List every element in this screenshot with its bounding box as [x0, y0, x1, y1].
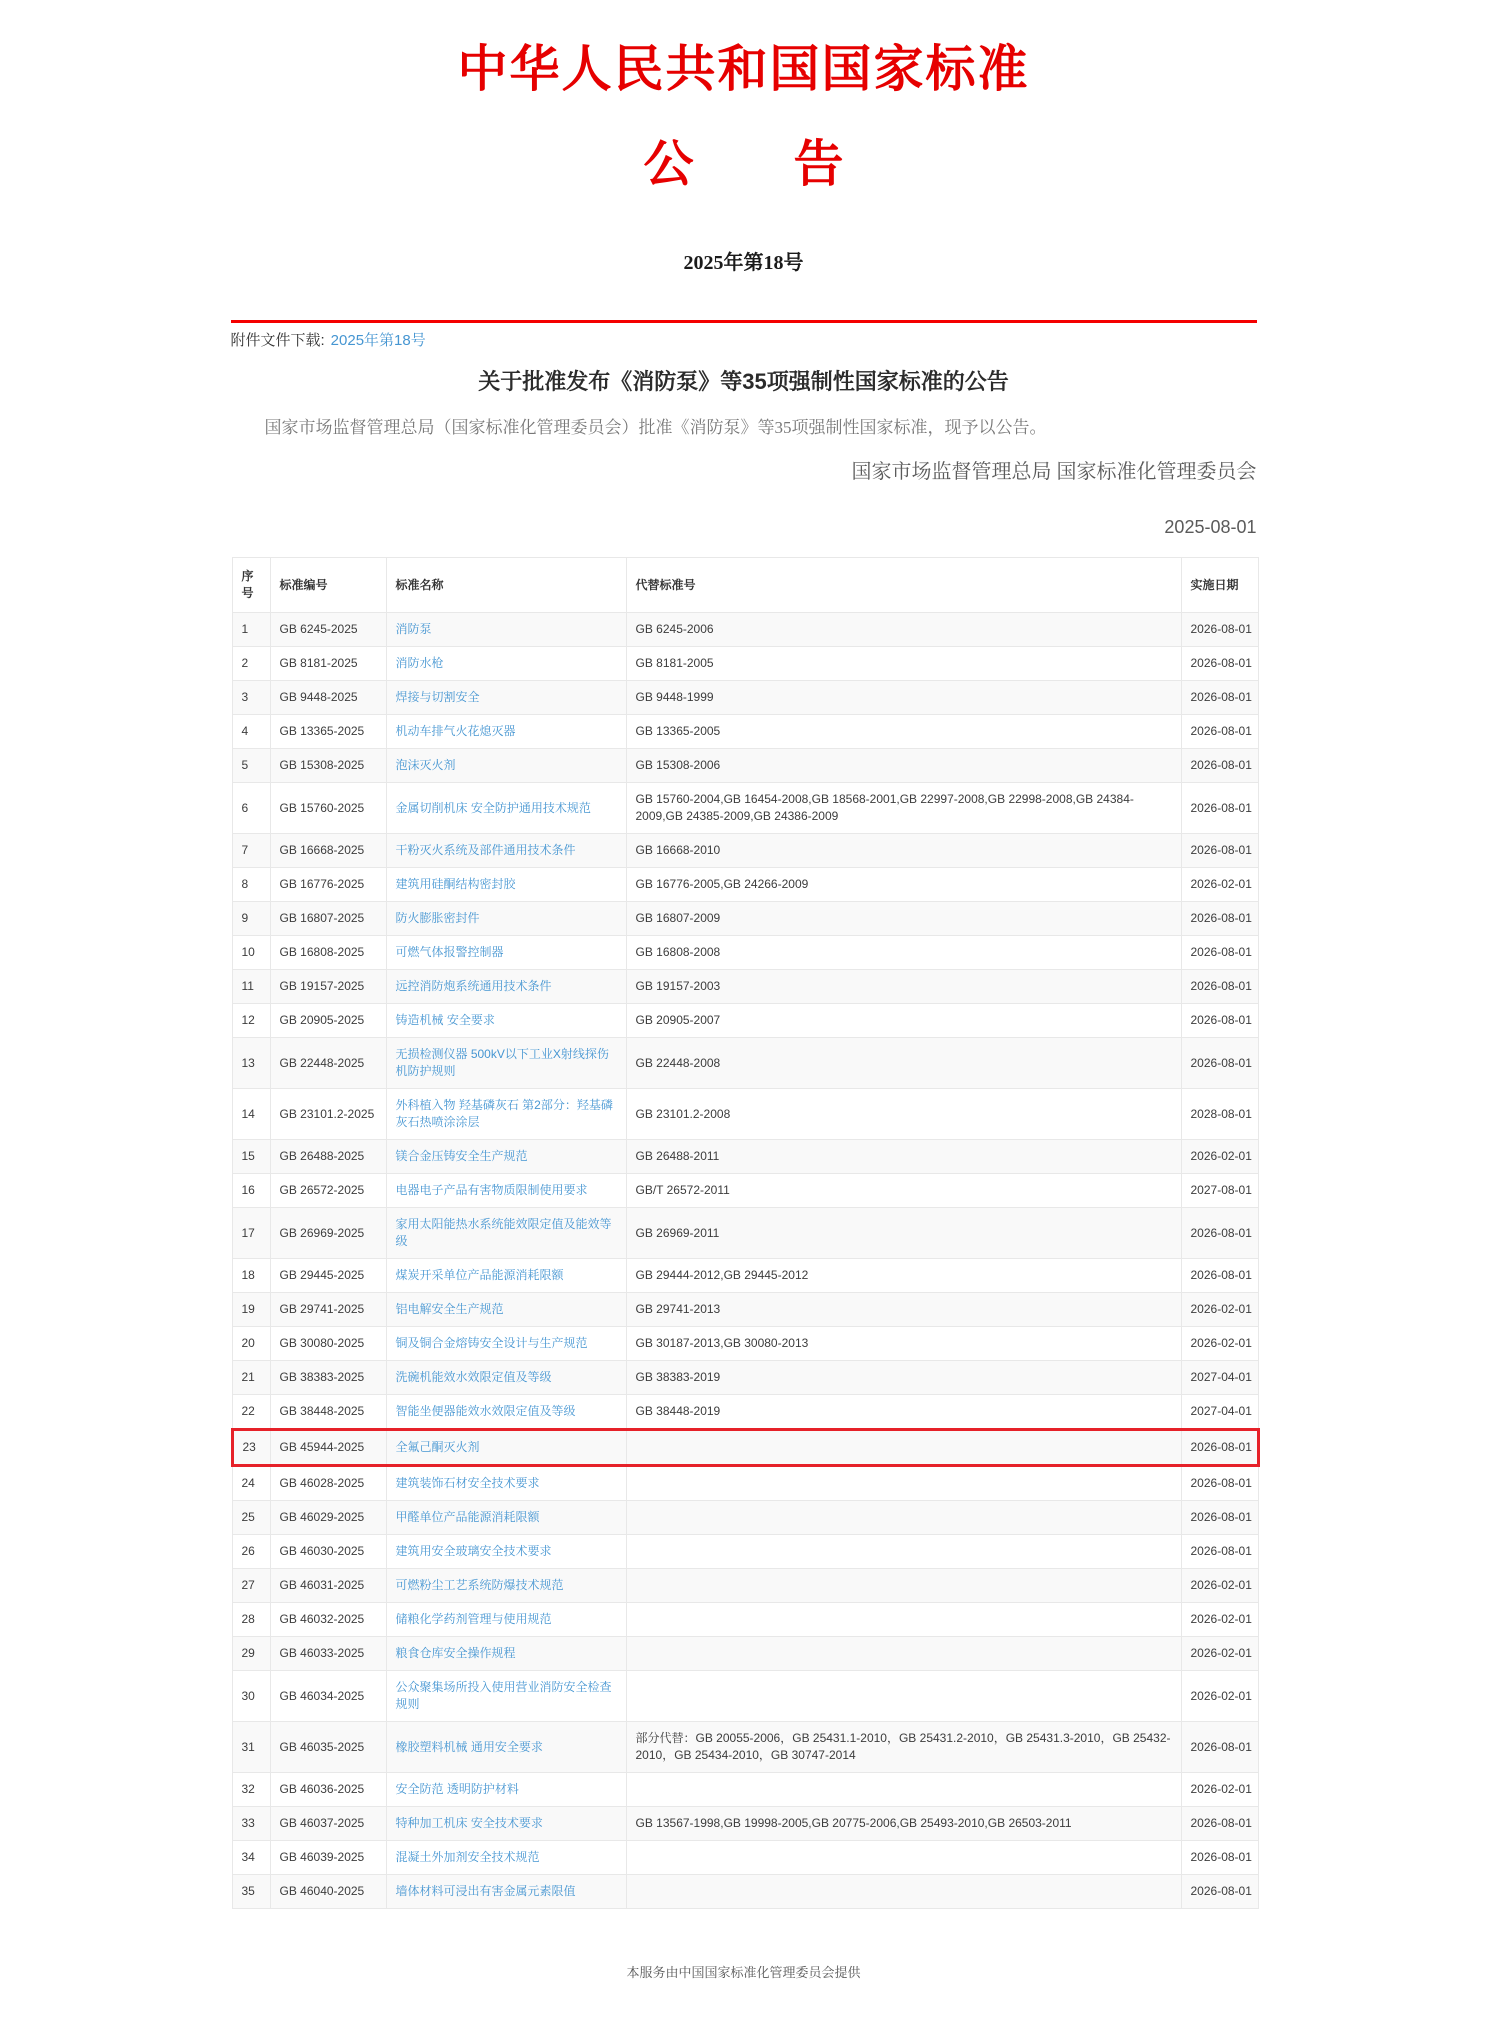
cell-replaced-standards: GB 38383-2019	[626, 1361, 1181, 1395]
table-row	[232, 1722, 1258, 1773]
cell-implementation-date: 2026-08-01	[1181, 1004, 1258, 1038]
cell-index: 32	[232, 1773, 270, 1807]
table-row	[232, 1841, 1258, 1875]
cell-replaced-standards: GB 6245-2006	[626, 613, 1181, 647]
table-row	[232, 970, 1258, 1004]
cell-replaced-standards: GB 8181-2005	[626, 647, 1181, 681]
cell-index: 34	[232, 1841, 270, 1875]
cell-replaced-standards: GB 22448-2008	[626, 1038, 1181, 1089]
standard-name-link[interactable]: 防火膨胀密封件	[395, 911, 480, 925]
cell-standard-code: GB 8181-2025	[270, 647, 386, 681]
cell-implementation-date: 2028-08-01	[1181, 1089, 1258, 1140]
table-row	[232, 715, 1258, 749]
cell-index: 8	[232, 868, 270, 902]
table-row	[232, 1208, 1258, 1259]
cell-standard-code: GB 46035-2025	[270, 1722, 386, 1773]
cell-standard-code: GB 16776-2025	[270, 868, 386, 902]
cell-replaced-standards	[626, 1773, 1181, 1807]
cell-standard-name	[386, 1841, 626, 1875]
cell-standard-code: GB 23101.2-2025	[270, 1089, 386, 1140]
issuing-authority: 国家市场监督管理总局 国家标准化管理委员会	[851, 461, 1257, 483]
cell-standard-name	[386, 1671, 626, 1722]
cell-standard-name	[386, 613, 626, 647]
table-row	[232, 681, 1258, 715]
cell-index: 13	[232, 1038, 270, 1089]
cell-implementation-date: 2027-04-01	[1181, 1395, 1258, 1430]
cell-implementation-date: 2026-08-01	[1181, 970, 1258, 1004]
cell-index: 6	[232, 783, 270, 834]
standard-name-link[interactable]: 公众聚集场所投入使用营业消防安全检查规则	[395, 1680, 612, 1711]
cell-standard-code: GB 46029-2025	[270, 1501, 386, 1535]
cell-index: 14	[232, 1089, 270, 1140]
cell-standard-code: GB 46034-2025	[270, 1671, 386, 1722]
cell-standard-name	[386, 834, 626, 868]
cell-replaced-standards: GB 26488-2011	[626, 1140, 1181, 1174]
cell-implementation-date: 2026-08-01	[1181, 1722, 1258, 1773]
cell-standard-name	[386, 1004, 626, 1038]
cell-standard-name	[386, 1722, 626, 1773]
cell-standard-name	[386, 868, 626, 902]
cell-implementation-date: 2026-08-01	[1181, 647, 1258, 681]
cell-replaced-standards: GB 9448-1999	[626, 681, 1181, 715]
cell-standard-code: GB 26488-2025	[270, 1140, 386, 1174]
table-row	[232, 868, 1258, 902]
cell-implementation-date: 2026-08-01	[1181, 1430, 1258, 1466]
cell-standard-code: GB 46037-2025	[270, 1807, 386, 1841]
cell-standard-code: GB 22448-2025	[270, 1038, 386, 1089]
standard-name-link[interactable]: 粮食仓库安全操作规程	[395, 1646, 516, 1660]
cell-standard-code: GB 16668-2025	[270, 834, 386, 868]
table-row	[232, 1430, 1258, 1466]
cell-standard-code: GB 45944-2025	[270, 1430, 386, 1466]
cell-implementation-date: 2026-08-01	[1181, 1535, 1258, 1569]
cell-index: 35	[232, 1875, 270, 1909]
standard-name-link[interactable]: 镁合金压铸安全生产规范	[395, 1149, 528, 1163]
standard-name-link[interactable]: 建筑用硅酮结构密封胶	[395, 877, 516, 891]
cell-index: 23	[232, 1430, 270, 1466]
standards-table-body	[232, 613, 1258, 1909]
cell-replaced-standards: GB 26969-2011	[626, 1208, 1181, 1259]
cell-implementation-date: 2026-02-01	[1181, 1140, 1258, 1174]
cell-standard-name	[386, 647, 626, 681]
cell-standard-code: GB 38383-2025	[270, 1361, 386, 1395]
cell-implementation-date: 2026-02-01	[1181, 1773, 1258, 1807]
cell-replaced-standards: 部分代替：GB 20055-2006，GB 25431.1-2010，GB 25431.2-2010，GB 25431.3-2010，GB 25432-2010，GB 25434-2010，GB 30747-2014	[626, 1722, 1181, 1773]
table-row	[232, 1293, 1258, 1327]
standard-name-link[interactable]: 焊接与切割安全	[395, 690, 480, 704]
cell-standard-name	[386, 902, 626, 936]
cell-standard-name	[386, 783, 626, 834]
cell-index: 18	[232, 1259, 270, 1293]
cell-replaced-standards: GB 38448-2019	[626, 1395, 1181, 1430]
cell-replaced-standards	[626, 1430, 1181, 1466]
cell-standard-name	[386, 1327, 626, 1361]
cell-index: 30	[232, 1671, 270, 1722]
cell-index: 11	[232, 970, 270, 1004]
header-standard-code: 标准编号	[270, 558, 386, 613]
cell-standard-name	[386, 1603, 626, 1637]
cell-standard-code: GB 46036-2025	[270, 1773, 386, 1807]
cell-implementation-date: 2026-08-01	[1181, 1501, 1258, 1535]
cell-index: 20	[232, 1327, 270, 1361]
header-replaced-standards: 代替标准号	[626, 558, 1181, 613]
standard-name-link[interactable]: 泡沫灭火剂	[395, 758, 456, 772]
standard-name-link[interactable]: 干粉灭火系统及部件通用技术条件	[395, 843, 576, 857]
cell-standard-name	[386, 1395, 626, 1430]
attachment-download-row	[231, 330, 1257, 351]
table-row	[232, 1603, 1258, 1637]
standard-name-link[interactable]: 全氟己酮灭火剂	[395, 1440, 480, 1454]
cell-standard-name	[386, 936, 626, 970]
cell-replaced-standards: GB 30187-2013,GB 30080-2013	[626, 1327, 1181, 1361]
cell-implementation-date: 2026-08-01	[1181, 613, 1258, 647]
standard-name-link[interactable]: 金属切削机床 安全防护通用技术规范	[395, 800, 591, 815]
cell-standard-code: GB 46032-2025	[270, 1603, 386, 1637]
cell-index: 3	[232, 681, 270, 715]
cell-implementation-date: 2026-02-01	[1181, 1671, 1258, 1722]
standard-name-link[interactable]: 消防泵	[395, 622, 432, 636]
standard-name-link[interactable]: 建筑装饰石材安全技术要求	[395, 1476, 540, 1490]
table-row	[232, 1327, 1258, 1361]
cell-implementation-date: 2026-08-01	[1181, 1875, 1258, 1909]
cell-implementation-date: 2026-02-01	[1181, 868, 1258, 902]
cell-standard-code: GB 19157-2025	[270, 970, 386, 1004]
cell-standard-name	[386, 1535, 626, 1569]
table-row	[232, 1089, 1258, 1140]
table-row	[232, 1535, 1258, 1569]
header-implementation-date: 实施日期	[1181, 558, 1258, 613]
header-index: 序号	[232, 558, 270, 613]
cell-replaced-standards	[626, 1841, 1181, 1875]
table-row	[232, 1038, 1258, 1089]
standard-name-link[interactable]: 混凝土外加剂安全技术规范	[395, 1850, 540, 1864]
cell-standard-code: GB 20905-2025	[270, 1004, 386, 1038]
standards-table	[231, 557, 1260, 1909]
table-row	[232, 902, 1258, 936]
cell-standard-name	[386, 1501, 626, 1535]
announcement-page	[231, 40, 1257, 1982]
cell-standard-name	[386, 1293, 626, 1327]
standard-name-link[interactable]: 铸造机械 安全要求	[395, 1013, 495, 1027]
cell-replaced-standards: GB 16776-2005,GB 24266-2009	[626, 868, 1181, 902]
cell-standard-code: GB 29741-2025	[270, 1293, 386, 1327]
cell-replaced-standards: GB 13567-1998,GB 19998-2005,GB 20775-2006,GB 25493-2010,GB 26503-2011	[626, 1807, 1181, 1841]
cell-replaced-standards: GB 19157-2003	[626, 970, 1181, 1004]
cell-index: 26	[232, 1535, 270, 1569]
cell-standard-name	[386, 1140, 626, 1174]
table-row	[232, 1466, 1258, 1501]
cell-index: 19	[232, 1293, 270, 1327]
cell-standard-name	[386, 1773, 626, 1807]
table-row	[232, 1807, 1258, 1841]
cell-index: 5	[232, 749, 270, 783]
cell-implementation-date: 2026-08-01	[1181, 834, 1258, 868]
main-title: 中华人民共和国国家标准	[457, 41, 1030, 97]
cell-replaced-standards	[626, 1671, 1181, 1722]
standard-name-link[interactable]: 洗碗机能效水效限定值及等级	[395, 1370, 552, 1384]
table-row	[232, 1259, 1258, 1293]
table-row	[232, 1174, 1258, 1208]
standards-table-header	[232, 558, 1258, 613]
cell-implementation-date: 2026-08-01	[1181, 902, 1258, 936]
cell-implementation-date: 2026-08-01	[1181, 1208, 1258, 1259]
table-row	[232, 647, 1258, 681]
cell-replaced-standards: GB 20905-2007	[626, 1004, 1181, 1038]
cell-standard-name	[386, 681, 626, 715]
sub-title: 公 告	[643, 136, 844, 192]
announcement-title: 关于批准发布《消防泵》等35项强制性国家标准的公告	[478, 369, 1009, 394]
cell-standard-name	[386, 1875, 626, 1909]
cell-implementation-date: 2026-08-01	[1181, 681, 1258, 715]
cell-implementation-date: 2026-08-01	[1181, 1466, 1258, 1501]
cell-implementation-date: 2026-08-01	[1181, 936, 1258, 970]
cell-standard-code: GB 15308-2025	[270, 749, 386, 783]
cell-standard-name	[386, 1089, 626, 1140]
standard-name-link[interactable]: 特种加工机床 安全技术要求	[395, 1816, 543, 1830]
standard-name-link[interactable]: 铝电解安全生产规范	[395, 1302, 504, 1316]
standard-name-link[interactable]: 甲醛单位产品能源消耗限额	[395, 1510, 540, 1524]
cell-standard-name	[386, 749, 626, 783]
cell-replaced-standards: GB 13365-2005	[626, 715, 1181, 749]
header-standard-name: 标准名称	[386, 558, 626, 613]
cell-index: 25	[232, 1501, 270, 1535]
red-divider-line	[231, 320, 1257, 323]
cell-implementation-date: 2026-08-01	[1181, 1038, 1258, 1089]
cell-replaced-standards: GB/T 26572-2011	[626, 1174, 1181, 1208]
cell-replaced-standards: GB 16808-2008	[626, 936, 1181, 970]
standard-name-link[interactable]: 电器电子产品有害物质限制使用要求	[395, 1183, 588, 1197]
cell-index: 21	[232, 1361, 270, 1395]
table-row	[232, 1361, 1258, 1395]
cell-index: 29	[232, 1637, 270, 1671]
cell-implementation-date: 2026-08-01	[1181, 715, 1258, 749]
standard-name-link[interactable]: 铜及铜合金熔铸安全设计与生产规范	[395, 1336, 588, 1350]
cell-standard-code: GB 6245-2025	[270, 613, 386, 647]
cell-index: 24	[232, 1466, 270, 1501]
cell-standard-code: GB 46040-2025	[270, 1875, 386, 1909]
cell-index: 4	[232, 715, 270, 749]
cell-index: 27	[232, 1569, 270, 1603]
table-row	[232, 1004, 1258, 1038]
standard-name-link[interactable]: 外科植入物 羟基磷灰石 第2部分：羟基磷灰石热喷涂涂层	[395, 1098, 613, 1129]
cell-index: 7	[232, 834, 270, 868]
standard-name-link[interactable]: 消防水枪	[395, 656, 444, 670]
cell-replaced-standards	[626, 1501, 1181, 1535]
cell-implementation-date: 2026-08-01	[1181, 1841, 1258, 1875]
cell-replaced-standards: GB 16668-2010	[626, 834, 1181, 868]
cell-implementation-date: 2026-08-01	[1181, 749, 1258, 783]
cell-standard-code: GB 46039-2025	[270, 1841, 386, 1875]
cell-replaced-standards: GB 29741-2013	[626, 1293, 1181, 1327]
cell-standard-code: GB 26969-2025	[270, 1208, 386, 1259]
cell-replaced-standards: GB 15760-2004,GB 16454-2008,GB 18568-2001,GB 22997-2008,GB 22998-2008,GB 24384-2009,GB 24385-2009,GB 24386-2009	[626, 783, 1181, 834]
table-row	[232, 1875, 1258, 1909]
cell-implementation-date: 2026-08-01	[1181, 1259, 1258, 1293]
attachment-download-link[interactable]: 2025年第18号	[330, 332, 426, 349]
table-row	[232, 1671, 1258, 1722]
cell-standard-code: GB 38448-2025	[270, 1395, 386, 1430]
cell-replaced-standards	[626, 1466, 1181, 1501]
table-row	[232, 1140, 1258, 1174]
cell-replaced-standards: GB 15308-2006	[626, 749, 1181, 783]
publish-date: 2025-08-01	[1164, 517, 1257, 537]
cell-index: 22	[232, 1395, 270, 1430]
cell-implementation-date: 2027-04-01	[1181, 1361, 1258, 1395]
cell-standard-name	[386, 1208, 626, 1259]
cell-standard-name	[386, 1637, 626, 1671]
cell-standard-name	[386, 970, 626, 1004]
cell-index: 31	[232, 1722, 270, 1773]
cell-standard-name	[386, 1174, 626, 1208]
cell-index: 2	[232, 647, 270, 681]
cell-replaced-standards: GB 29444-2012,GB 29445-2012	[626, 1259, 1181, 1293]
cell-replaced-standards	[626, 1875, 1181, 1909]
standard-name-link[interactable]: 家用太阳能热水系统能效限定值及能效等级	[395, 1217, 612, 1248]
cell-standard-code: GB 46028-2025	[270, 1466, 386, 1501]
cell-implementation-date: 2026-02-01	[1181, 1569, 1258, 1603]
standard-name-link[interactable]: 可燃粉尘工艺系统防爆技术规范	[395, 1578, 564, 1592]
table-row	[232, 749, 1258, 783]
table-row	[232, 1501, 1258, 1535]
table-row	[232, 1569, 1258, 1603]
cell-replaced-standards: GB 16807-2009	[626, 902, 1181, 936]
table-row	[232, 1395, 1258, 1430]
cell-standard-name	[386, 1259, 626, 1293]
standard-name-link[interactable]: 远控消防炮系统通用技术条件	[395, 979, 552, 993]
standard-name-link[interactable]: 可燃气体报警控制器	[395, 945, 504, 959]
cell-standard-name	[386, 1430, 626, 1466]
cell-index: 9	[232, 902, 270, 936]
cell-index: 33	[232, 1807, 270, 1841]
table-row	[232, 783, 1258, 834]
table-row	[232, 936, 1258, 970]
cell-index: 16	[232, 1174, 270, 1208]
cell-replaced-standards	[626, 1637, 1181, 1671]
cell-standard-code: GB 46033-2025	[270, 1637, 386, 1671]
standard-name-link[interactable]: 储粮化学药剂管理与使用规范	[395, 1612, 552, 1626]
cell-implementation-date: 2026-02-01	[1181, 1603, 1258, 1637]
standard-name-link[interactable]: 橡胶塑料机械 通用安全要求	[395, 1739, 543, 1754]
table-row	[232, 1773, 1258, 1807]
standard-name-link[interactable]: 机动车排气火花熄灭器	[395, 724, 516, 738]
cell-standard-name	[386, 1038, 626, 1089]
announcement-body: 国家市场监督管理总局（国家标准化管理委员会）批准《消防泵》等35项强制性国家标准，现予以公告。	[264, 418, 1047, 437]
standard-name-link[interactable]: 建筑用安全玻璃安全技术要求	[395, 1544, 552, 1558]
cell-standard-name	[386, 1807, 626, 1841]
cell-standard-code: GB 15760-2025	[270, 783, 386, 834]
cell-index: 28	[232, 1603, 270, 1637]
cell-standard-code: GB 9448-2025	[270, 681, 386, 715]
standard-name-link[interactable]: 安全防范 透明防护材料	[395, 1782, 519, 1796]
cell-standard-name	[386, 1361, 626, 1395]
standard-name-link[interactable]: 煤炭开采单位产品能源消耗限额	[395, 1268, 564, 1282]
cell-replaced-standards	[626, 1569, 1181, 1603]
cell-replaced-standards: GB 23101.2-2008	[626, 1089, 1181, 1140]
cell-standard-code: GB 46031-2025	[270, 1569, 386, 1603]
cell-standard-code: GB 16807-2025	[270, 902, 386, 936]
cell-standard-code: GB 30080-2025	[270, 1327, 386, 1361]
cell-index: 10	[232, 936, 270, 970]
cell-implementation-date: 2026-02-01	[1181, 1293, 1258, 1327]
standard-name-link[interactable]: 无损检测仪器 500kV以下工业X射线探伤机防护规则	[395, 1047, 609, 1078]
cell-implementation-date: 2026-08-01	[1181, 783, 1258, 834]
table-row	[232, 1637, 1258, 1671]
cell-replaced-standards	[626, 1535, 1181, 1569]
standard-name-link[interactable]: 墙体材料可浸出有害金属元素限值	[395, 1884, 576, 1898]
cell-standard-name	[386, 715, 626, 749]
cell-implementation-date: 2026-02-01	[1181, 1637, 1258, 1671]
footer-note: 本服务由中国国家标准化管理委员会提供	[626, 1965, 861, 1980]
table-row	[232, 834, 1258, 868]
table-row	[232, 613, 1258, 647]
cell-index: 12	[232, 1004, 270, 1038]
cell-standard-code: GB 13365-2025	[270, 715, 386, 749]
issue-number: 2025年第18号	[683, 252, 804, 274]
standard-name-link[interactable]: 智能坐便器能效水效限定值及等级	[395, 1404, 576, 1418]
attachment-label: 附件文件下载:	[230, 332, 325, 349]
cell-standard-name	[386, 1569, 626, 1603]
cell-index: 1	[232, 613, 270, 647]
cell-standard-code: GB 26572-2025	[270, 1174, 386, 1208]
cell-implementation-date: 2026-02-01	[1181, 1327, 1258, 1361]
cell-standard-code: GB 16808-2025	[270, 936, 386, 970]
cell-index: 15	[232, 1140, 270, 1174]
cell-implementation-date: 2026-08-01	[1181, 1807, 1258, 1841]
cell-index: 17	[232, 1208, 270, 1259]
cell-standard-name	[386, 1466, 626, 1501]
cell-replaced-standards	[626, 1603, 1181, 1637]
cell-standard-code: GB 46030-2025	[270, 1535, 386, 1569]
cell-implementation-date: 2027-08-01	[1181, 1174, 1258, 1208]
cell-standard-code: GB 29445-2025	[270, 1259, 386, 1293]
